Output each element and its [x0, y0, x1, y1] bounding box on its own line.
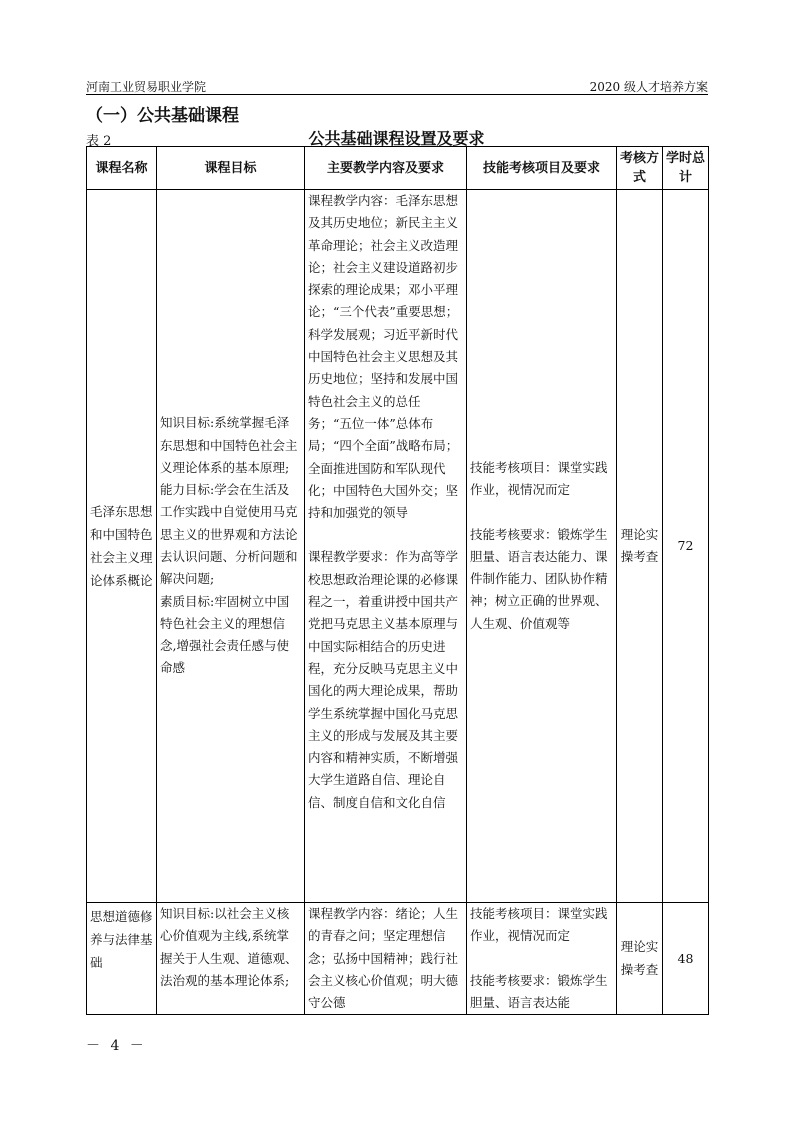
section-title: （一）公共基础课程 [86, 106, 239, 126]
skill-item: 技能考核项目：课堂实践作业，视情况而定 [470, 459, 608, 498]
exam-method: 理论实操考查 [617, 190, 663, 903]
page-number: － 4 － [86, 1038, 147, 1054]
header-school-name: 河南工业贸易职业学院 [86, 80, 207, 94]
course-goal: 知识目标:以社会主义核心价值观为主线,系统掌握关于人生观、道德观、法治观的基本理论体系; [157, 903, 305, 1015]
course-name: 毛泽东思想和中国特色社会主义理论体系概论 [87, 190, 157, 903]
total-hours: 48 [663, 903, 709, 1015]
col-header-content: 主要教学内容及要求 [305, 147, 467, 190]
table-row [87, 903, 709, 1015]
skill-requirement: 技能考核要求：锻炼学生胆量、语言表达能力、课件制作能力、团队协作精神；树立正确的世界观、人生观、价值观等 [470, 526, 608, 631]
table-header-row [87, 147, 709, 190]
course-content [305, 190, 467, 903]
header-doc-title: 2020 级人才培养方案 [589, 80, 708, 94]
table-title: 公共基础课程设置及要求 [308, 129, 485, 148]
col-header-name: 课程名称 [87, 147, 157, 190]
course-name: 思想道德修养与法律基础 [87, 903, 157, 1015]
skill-assessment [467, 903, 617, 1015]
course-table [86, 146, 709, 1015]
skill-assessment [467, 190, 617, 903]
course-goal: 知识目标:系统掌握毛泽东思想和中国特色社会主义理论体系的基本原理; 能力目标:学会在生活及工作实践中自觉使用马克思主义的世界观和方法论去认识问题、分析问题和解决问题; 素质目标:牢固树立中国特色社会主义的理想信念,增强社会责任感与使命感 [157, 190, 305, 903]
col-header-goal: 课程目标 [157, 147, 305, 190]
table-label: 表 2 [86, 134, 112, 149]
page-header [86, 78, 708, 95]
col-header-exam: 考核方式 [617, 147, 663, 190]
col-header-hours: 学时总计 [663, 147, 709, 190]
table-row [87, 190, 709, 903]
skill-item: 技能考核项目：课堂实践作业，视情况而定 [470, 906, 608, 944]
skill-requirement: 技能考核要求：锻炼学生胆量、语言表达能 [470, 972, 608, 1010]
content-requirement: 课程教学要求：作为高等学校思想政治理论课的必修课程之一，着重讲授中国共产党把马克思主义基本原理与中国实际相结合的历史进程，充分反映马克思主义中国化的两大理论成果，帮助学生系统掌握中国化马克思主义的形成与发展及其主要内容和精神实质，不断增强大学生道路自信、理论自信、制度自信和文化自信 [308, 549, 459, 810]
exam-method: 理论实操考查 [617, 903, 663, 1015]
course-content: 课程教学内容：绪论；人生的青春之问；坚定理想信念；弘扬中国精神；践行社会主义核心价值观；明大德守公德 [305, 903, 467, 1015]
total-hours: 72 [663, 190, 709, 903]
col-header-skill: 技能考核项目及要求 [467, 147, 617, 190]
content-paragraph: 课程教学内容：毛泽东思想及其历史地位；新民主主义革命理论；社会主义改造理论；社会主义建设道路初步探索的理论成果；邓小平理论；“三个代表”重要思想；科学发展观；习近平新时代中国特色社会主义思想及其历史地位；坚持和发展中国特色社会主义的总任务；“五位一体”总体布局；“四个全面”战略布局；全面推进国防和军队现代化；中国特色大国外交；坚持和加强党的领导 [308, 193, 459, 521]
